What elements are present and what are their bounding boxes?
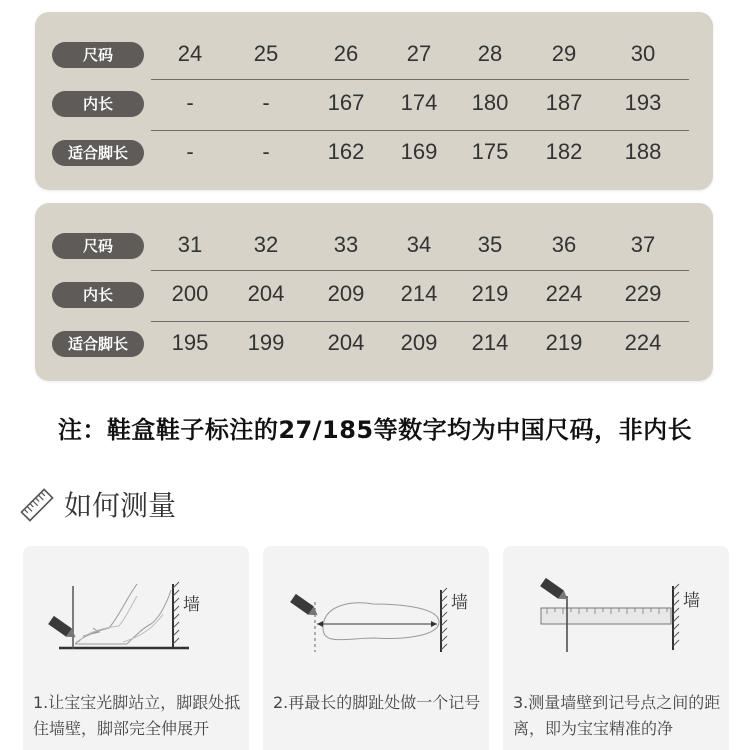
table-cell: 25 <box>253 41 279 66</box>
table-cell: 214 <box>400 281 438 306</box>
row-label-inner-length: 内长 <box>52 91 144 117</box>
table-cell: 199 <box>247 330 285 355</box>
size-table-1 <box>35 12 713 190</box>
table-cell: 31 <box>177 232 203 257</box>
row-label-size: 尺码 <box>52 42 144 68</box>
table-row-size <box>35 34 713 74</box>
step-text-3: 3.测量墙壁到记号点之间的距离，即为宝宝精准的净 <box>513 693 721 738</box>
pencil-icon <box>290 594 320 619</box>
wall-label: 墙 <box>451 593 468 613</box>
table-cell: 30 <box>630 41 656 66</box>
table-cell: 35 <box>477 232 503 257</box>
table-cell: 182 <box>545 139 583 164</box>
row-label-foot-length: 适合脚长 <box>52 140 144 166</box>
step-card-1 <box>23 546 249 750</box>
table-cell: 37 <box>630 232 656 257</box>
size-table-2 <box>35 203 713 381</box>
row-divider <box>151 321 689 322</box>
table-cell: 187 <box>545 90 583 115</box>
foot-marking-illustration <box>263 546 489 686</box>
table-cell: 204 <box>327 330 365 355</box>
table-cell: 34 <box>406 232 432 257</box>
row-divider <box>151 130 689 131</box>
table-cell: 209 <box>400 330 438 355</box>
table-cell: 188 <box>624 139 662 164</box>
table-cell: 209 <box>327 281 365 306</box>
table-row-foot-length <box>35 132 713 172</box>
table-cell: 26 <box>333 41 359 66</box>
table-cell: 169 <box>400 139 438 164</box>
row-divider <box>151 270 689 271</box>
table-cell: 174 <box>400 90 438 115</box>
table-cell: 200 <box>171 281 209 306</box>
row-divider <box>151 79 689 80</box>
step-card-3 <box>503 546 729 750</box>
table-cell: 33 <box>333 232 359 257</box>
table-cell: 193 <box>624 90 662 115</box>
pencil-icon <box>540 578 570 603</box>
wall-distance-illustration <box>503 546 729 686</box>
table-cell: 24 <box>177 41 203 66</box>
table-cell: 214 <box>471 330 509 355</box>
table-cell: 167 <box>327 90 365 115</box>
table-row-inner-length <box>35 83 713 123</box>
table-cell: 28 <box>477 41 503 66</box>
table-cell: - <box>262 139 270 164</box>
ruler-icon <box>20 488 54 522</box>
foot-standing-illustration <box>23 546 249 686</box>
row-label-inner-length: 内长 <box>52 282 144 308</box>
table-cell: 29 <box>551 41 577 66</box>
table-cell: 32 <box>253 232 279 257</box>
section-title: 如何测量 <box>64 489 177 522</box>
wall-label: 墙 <box>183 595 200 615</box>
table-cell: 175 <box>471 139 509 164</box>
table-cell: 204 <box>247 281 285 306</box>
step-card-2 <box>263 546 489 750</box>
table-cell: 27 <box>406 41 432 66</box>
table-cell: 180 <box>471 90 509 115</box>
table-cell: 224 <box>545 281 583 306</box>
table-cell: 224 <box>624 330 662 355</box>
table-row-foot-length <box>35 323 713 363</box>
table-cell: 219 <box>471 281 509 306</box>
wall-label: 墙 <box>683 591 700 611</box>
table-cell: 195 <box>171 330 209 355</box>
table-row-inner-length <box>35 274 713 314</box>
size-note: 注：鞋盒鞋子标注的27/185等数字均为中国尺码，非内长 <box>57 416 693 444</box>
row-label-size: 尺码 <box>52 233 144 259</box>
row-label-foot-length: 适合脚长 <box>52 331 144 357</box>
table-cell: - <box>186 90 194 115</box>
table-cell: 219 <box>545 330 583 355</box>
pencil-icon <box>48 616 78 641</box>
table-cell: - <box>262 90 270 115</box>
table-cell: 162 <box>327 139 365 164</box>
step-text-2: 2.再最长的脚趾处做一个记号 <box>273 693 481 712</box>
step-text-1: 1.让宝宝光脚站立，脚跟处抵住墙壁，脚部完全伸展开 <box>33 693 241 738</box>
table-cell: 36 <box>551 232 577 257</box>
table-cell: - <box>186 139 194 164</box>
table-cell: 229 <box>624 281 662 306</box>
table-row-size <box>35 225 713 265</box>
